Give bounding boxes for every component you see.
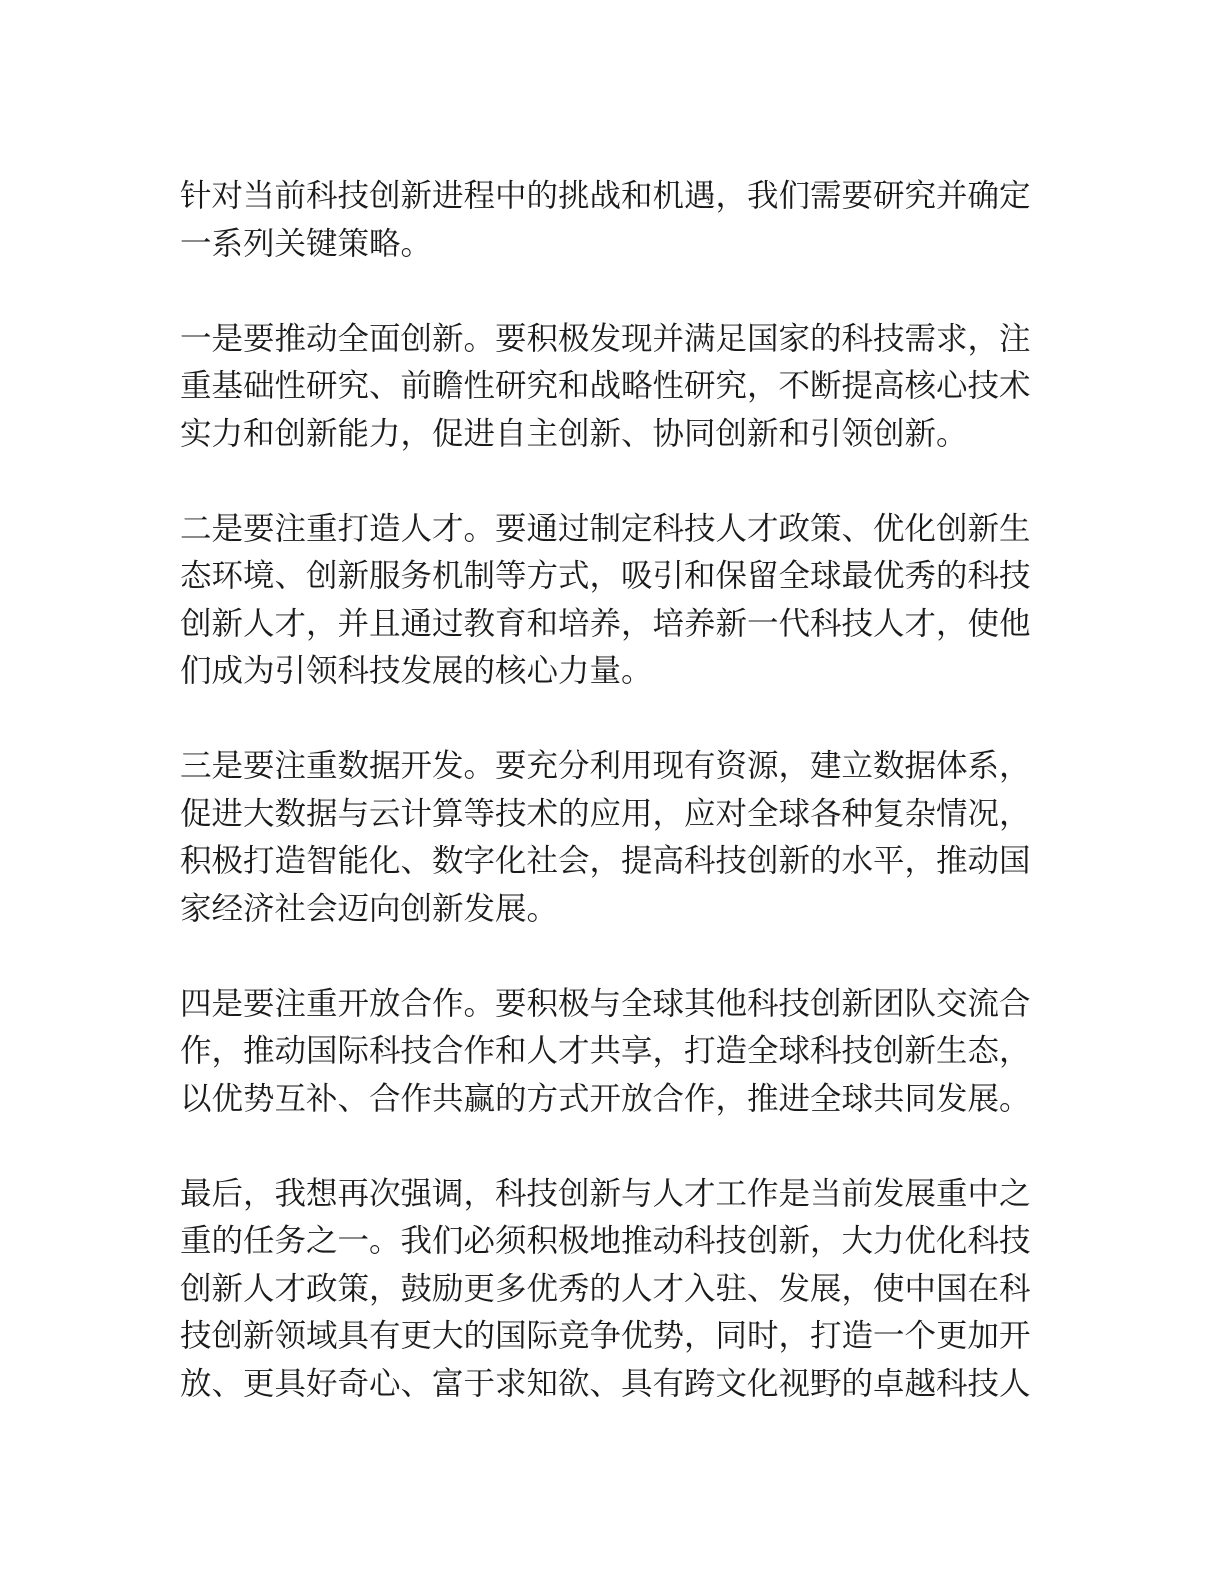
paragraph-point-three — [180, 743, 1048, 933]
text-line: 二是要注重打造人才。要通过制定科技人才政策、优化创新生 — [180, 510, 1031, 547]
paragraph-point-two — [180, 506, 1048, 696]
text-line: 作，推动国际科技合作和人才共享，打造全球科技创新生态， — [180, 1033, 1031, 1069]
paragraph-point-four — [180, 981, 1048, 1124]
text-line: 一系列关键策略。 — [180, 225, 433, 262]
text-line: 积极打造智能化、数字化社会，提高科技创新的水平，推动国 — [180, 843, 1031, 879]
text-line: 以优势互补、合作共赢的方式开放合作，推进全球共同发展。 — [180, 1080, 1031, 1117]
text-line: 一是要推动全面创新。要积极发现并满足国家的科技需求，注 — [180, 320, 1031, 357]
text-line: 三是要注重数据开发。要充分利用现有资源，建立数据体系， — [180, 748, 1031, 784]
text-line: 针对当前科技创新进程中的挑战和机遇，我们需要研究并确定 — [180, 178, 1031, 214]
text-line: 最后，我想再次强调，科技创新与人才工作是当前发展重中之 — [180, 1175, 1031, 1212]
text-line: 重基础性研究、前瞻性研究和战略性研究，不断提高核心技术 — [180, 368, 1031, 404]
paragraph-intro — [180, 173, 1048, 268]
document-page — [180, 173, 1048, 1456]
text-line: 促进大数据与云计算等技术的应用，应对全球各种复杂情况， — [180, 795, 1031, 832]
text-line: 技创新领域具有更大的国际竞争优势，同时，打造一个更加开 — [180, 1318, 1031, 1354]
paragraph-conclusion — [180, 1171, 1048, 1409]
text-line: 实力和创新能力，促进自主创新、协同创新和引领创新。 — [180, 415, 968, 452]
text-line: 家经济社会迈向创新发展。 — [180, 890, 559, 927]
text-line: 四是要注重开放合作。要积极与全球其他科技创新团队交流合 — [180, 985, 1031, 1022]
text-line: 放、更具好奇心、富于求知欲、具有跨文化视野的卓越科技人 — [180, 1365, 1031, 1402]
text-line: 创新人才，并且通过教育和培养，培养新一代科技人才，使他 — [180, 605, 1031, 642]
text-line: 们成为引领科技发展的核心力量。 — [180, 653, 653, 689]
text-line: 态环境、创新服务机制等方式，吸引和保留全球最优秀的科技 — [180, 558, 1031, 594]
text-line: 重的任务之一。我们必须积极地推动科技创新，大力优化科技 — [180, 1223, 1031, 1259]
paragraph-point-one — [180, 316, 1048, 459]
text-line: 创新人才政策，鼓励更多优秀的人才入驻、发展，使中国在科 — [180, 1270, 1031, 1307]
